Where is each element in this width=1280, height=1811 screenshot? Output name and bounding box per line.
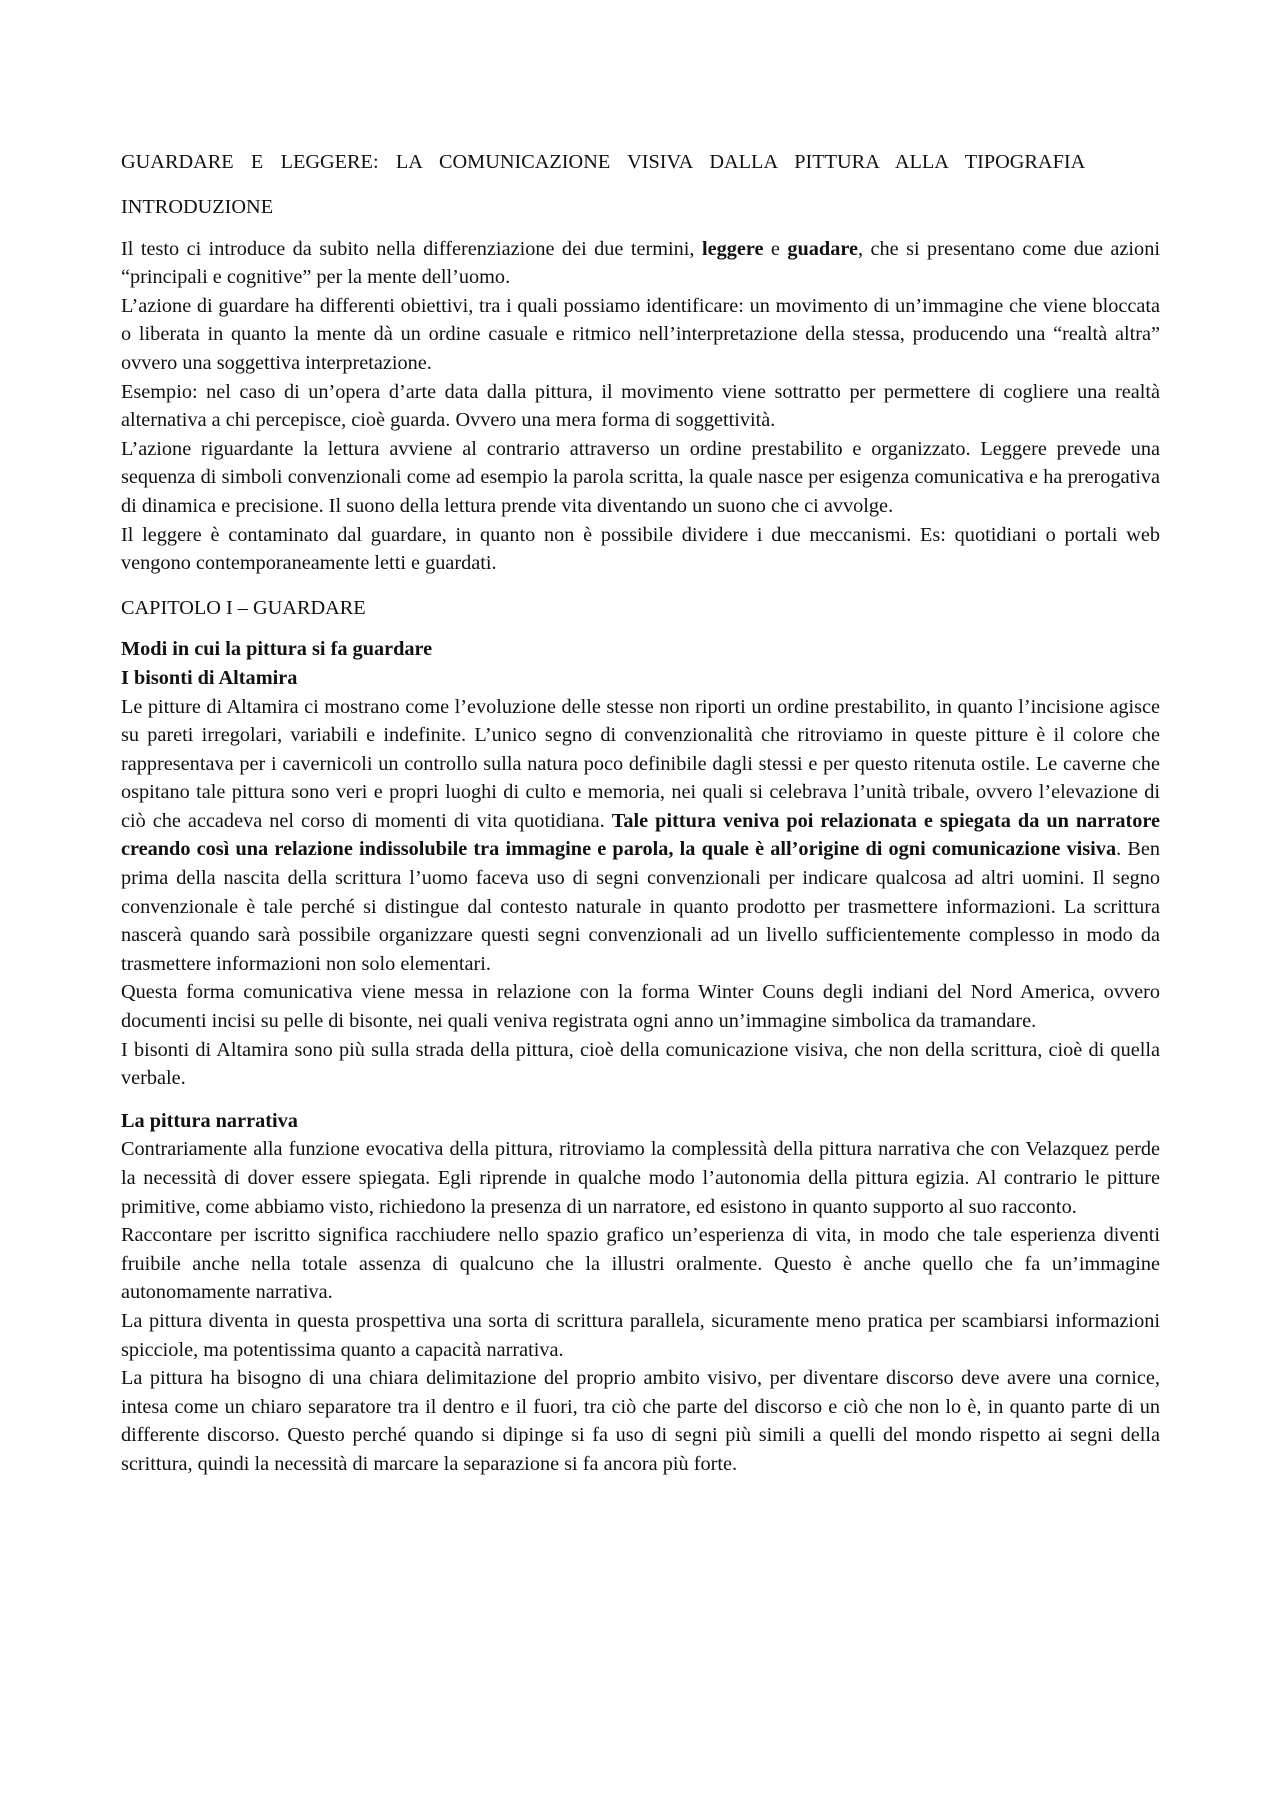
chapter-1-paragraph-6: La pittura diventa in questa prospettiva una sorta di scrittura parallela, sicuramente meno pratica per scambiarsi informazioni spicciole, ma potentissima quanto a capacità narrativa.: [121, 1309, 1160, 1361]
text-run: Le pitture di Altamira ci mostrano come l’evoluzione delle stesse non riporti un ordine prestabilito, in quanto l’incisione agisce su pareti irregolari, variabili e indefinite. L’unico segno di convenzionalità che ritroviamo in queste pitture è il colore che rappresentava per i cavernicoli un controllo sulla natura poco definibile dagli stessi e per questo ritenuta ostile. Le caverne che ospitano tale pittura sono veri e propri luoghi di culto e memoria, nei quali si celebrava l’unità tribale, ovvero l’elevazione di ciò che accadeva nel corso di momenti di vita quotidiana.: [121, 695, 1160, 832]
bold-term-guadare: guadare: [787, 237, 858, 260]
bold-passage: Tale pittura veniva poi relazionata e spiegata da un narratore creando così una relazione indissolubile tra immagine e parola, la quale è all’origine di ogni comunicazione visiva: [121, 809, 1160, 861]
chapter-1-body: [121, 635, 1160, 1478]
text-run: . Ben prima della nascita della scrittura l’uomo faceva uso di segni convenzionali per indicare qualcosa ad altri uomini. Il segno convenzionale è tale perché si distingue dal contesto naturale in quanto prodotto per trasmettere informazioni. La scrittura nascerà quando sarà possibile organizzare questi segni convenzionali ad un livello sufficientemente complesso in modo da trasmettere informazioni non solo elementari.: [121, 838, 1160, 975]
chapter-1-paragraph-5: Raccontare per iscritto significa racchiudere nello spazio grafico un’esperienza di vita, in modo che tale esperienza diventi fruibile anche nella totale assenza di qualcuno che la illustri oralmente. Questo è anche quello che fa un’immagine autonomamente narrativa.: [121, 1224, 1160, 1304]
intro-body: [121, 235, 1160, 578]
chapter-1-paragraph-3: I bisonti di Altamira sono più sulla strada della pittura, cioè della comunicazione visiva, che non della scrittura, cioè di quella verbale.: [121, 1038, 1160, 1090]
bold-term-leggere: leggere: [701, 237, 764, 260]
subheading-bisonti-altamira: I bisonti di Altamira: [121, 666, 298, 689]
text-run: e: [763, 237, 788, 260]
chapter-1-heading: CAPITOLO I – GUARDARE: [121, 596, 366, 619]
subheading-modi-pittura: Modi in cui la pittura si fa guardare: [121, 638, 433, 661]
chapter-1-paragraph-2: Questa forma comunicativa viene messa in relazione con la forma Winter Couns degli indiani del Nord America, ovvero documenti incisi su pelle di bisonte, nei quali veniva registrata ogni anno un’immagine simbolica da tramandare.: [121, 981, 1160, 1033]
intro-paragraph-4: L’azione riguardante la lettura avviene al contrario attraverso un ordine prestabilito e organizzato. Leggere prevede una sequenza di simboli convenzionali come ad esempio la parola scritta, la quale nasce per esigenza comunicativa e ha prerogativa di dinamica e precisione. Il suono della lettura prende vita diventando un suono che ci avvolge.: [121, 437, 1160, 517]
chapter-1-paragraph-4: Contrariamente alla funzione evocativa della pittura, ritroviamo la complessità della pittura narrativa che con Velazquez perde la necessità di dover essere spiegata. Egli riprende in qualche modo l’autonomia della pittura egizia. Al contrario le pitture primitive, come abbiamo visto, richiedono la presenza di un narratore, ed esistono in quanto supporto al suo racconto.: [121, 1138, 1160, 1218]
text-run: Il testo ci introduce da subito nella differenziazione dei due termini,: [121, 237, 702, 260]
chapter-1-paragraph-1: [121, 693, 1160, 979]
intro-paragraph-3: Esempio: nel caso di un’opera d’arte data dalla pittura, il movimento viene sottratto per permettere di cogliere una realtà alternativa a chi percepisce, cioè guarda. Ovvero una mera forma di soggettività.: [121, 380, 1160, 432]
intro-paragraph-1: [121, 235, 1160, 292]
document-title: GUARDARE E LEGGERE: LA COMUNICAZIONE VISIVA DALLA PITTURA ALLA TIPOGRAFIA: [121, 151, 1086, 173]
text-run: , che si presentano come due azioni “principali e cognitive” per la mente dell’uomo.: [121, 237, 1160, 289]
intro-paragraph-5: Il leggere è contaminato dal guardare, in quanto non è possibile dividere i due meccanismi. Es: quotidiani o portali web vengono contemporaneamente letti e guardati.: [121, 523, 1160, 575]
intro-heading: INTRODUZIONE: [121, 196, 274, 218]
intro-paragraph-2: L’azione di guardare ha differenti obiettivi, tra i quali possiamo identificare: un movimento di un’immagine che viene bloccata o liberata in quanto la mente dà un ordine casuale e ritmico nell’interpretazione della stessa, producendo una “realtà altra” ovvero una soggettiva interpretazione.: [121, 294, 1160, 374]
chapter-1-paragraph-7: La pittura ha bisogno di una chiara delimitazione del proprio ambito visivo, per diventare discorso deve avere una cornice, intesa come un chiaro separatore tra il dentro e il fuori, tra ciò che parte del discorso e ciò che non lo è, in quanto parte di un differente discorso. Questo perché quando si dipinge si fa uso di segni più simili a quelli del mondo rispetto ai segni della scrittura, quindi la necessità di marcare la separazione si fa ancora più forte.: [121, 1367, 1160, 1475]
subheading-pittura-narrativa: La pittura narrativa: [121, 1109, 298, 1132]
